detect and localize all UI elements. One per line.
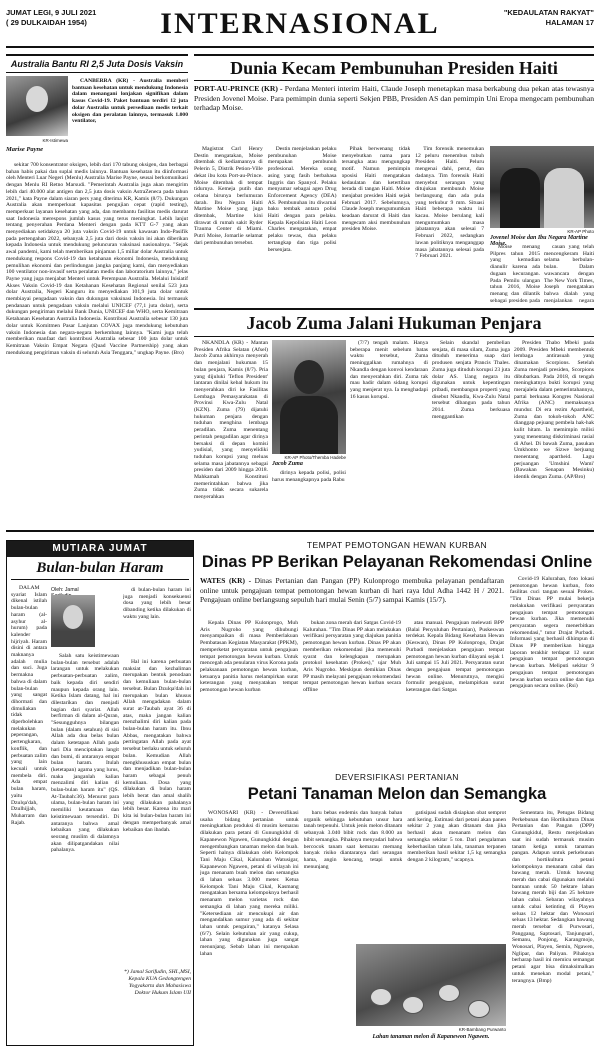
photo-marise-payne [6, 76, 68, 136]
column-3: gatisipasi sudah disiapkan obat semprot anti kering. Estimasi dari petani akan panen sekitar 2 yang akan ditanam dan jika berhasil akan menanam melon dan semangka sekitar 5 ton. Dari pengalaman keberhasilan tahun lalu, tanaman terpanen memberikan hasil sekitar 1,5 kg semangka dengan 2 kilogram," ucapnya. [407, 810, 507, 863]
section-title: INTERNASIONAL [160, 7, 440, 40]
article-headline: Dunia Kecam Pembunuhan Presiden Haiti [194, 54, 594, 81]
author-signature: *) Jamal Sarifudin, SHI.,MSI, Kepala KUA Gedongtengen Yogyakarta dan Mahasiswa Doktor Hukum Islam UII [124, 969, 191, 996]
photo-caption: Marise Payne [6, 146, 44, 153]
photo-credit: KR-AP Photo/Themba Hadebe [284, 455, 346, 460]
masthead [6, 4, 594, 48]
column-3: (7/7) tengah malam. Hanya beberapa menit sebelum batas waktu tersebut, Zuma meninggalkan rumahnya di Nkandla dengan konvoi kendaraan dan menyerahkan diri. Zuma tak mau hadir dalam sidang korupsi yang menjerat nya. Ia menghadapi 16 kasus korupsi. [350, 340, 428, 400]
column-2: Salah satu keistimewaan bulan-bulan tersebut adalah larangan untuk melakukan perbuatan-perbuatan zalim, baik kepada diri sendiri maupun kepada orang lain. Ketika Islam datang, hal ini dilestarikan dan menjadi bagian dari syariat. Allah berfirman di dalam al-Quran, "Sesungguhnya bilangan bulan (dalam setahun) di sisi Allah ada dua belas bulan dalam ketetapan Allah pada hari Dia menciptakan langit dan bumi, di antaranya empat bulan haram. Itulah (ketetapan) agama yang lurus, maka janganlah kalian menzalimi diri kalian di bulan-bulan haram itu" (QS. At-Taubah:36). Menurut para ulama, bulan-bulan haram ini memiliki keutamaan dan keistimewaan tersendiri. Di antaranya bahwa amal kebaikan yang dilakukan seorang muslim di dalamnya akan dilipatgandakan nilai pahalanya. [51, 653, 119, 854]
column-2: bukan zona merah dari Satgas Covid-19 Kalurahan. "Tim Dinas PP akan melakukan verifikasi persyaratan yang diajukan panitia pemotongan hewan kurban. Dinas PP akan memberikan rekomendasi jika memenuhi syarat dan kelengkapan merupakan protokol kesehatan (Prokes)," ujar Muh Aris Nugroho. Meskipun demikian Dinas PP masih melayani pengajuan rekomendasi tempat pemotongan hewan kurban secara offline [303, 620, 401, 694]
column-3: Pihak berwenang tidak menyebutkan nama para tersangka atau mengungkap motif. Namun pemimpin oposisi Haiti mengatakan kedaulatan dan ketertiban berada di tangan Haiti. Moise menjabat presiden Haiti sejak Februari 2017. Sebelumnya, Claude Joseph mengumumkan keadaan darurat di Haiti dan mengecam aksi membunuhan presiden Moise. [341, 146, 411, 233]
column-band: MUTIARA JUMAT [7, 541, 193, 557]
column-1: Magistrat Carl Henry Destin mengatakan, Moise ditembak di kediamannya di Pelerin 5, Distrik Petion-Ville dekat ibu kota Port-au-Prince. Moise ditembak di tempat tidurnya. Kemeja putih dan celana birunya berlumuran darah. Ibu Negara Haiti Martine Moise yang juga ditembak, Martine kini dirawat di rumah sakit Ryder Trauma Center di Miami. Putri Moise, Jomarlie selamat dari pembunuhan tersebut. [194, 146, 263, 246]
article-headline: Petani Tanaman Melon dan Semangka [247, 785, 547, 803]
photo-credit: KR-Bambang Purwanto [458, 1027, 506, 1032]
date-line: JUMAT LEGI, 9 JULI 2021 [6, 8, 97, 17]
column-2: baru bebas endemis dan banyak bahan organik sehingga kebutuhan unsur hara tanah terpenuhi. Untuk jenis melon ditanam sebanyak 3.040 bibit rock dan 8.000 an bibit semangka. Pihaknya menyadari bahwa bercocok tanam saat kemarau memang banyak risiko diantaranya dari serangan hama, angin kencang, tetapi untuk menunjang [303, 810, 403, 870]
column-3: di bulan-bulan haram ini juga menjadi konsekuensi dosa yang lebih besar dibanding ketika dilakukan di waktu yang lain. [123, 587, 191, 620]
photo-moise [490, 146, 594, 228]
column-1: NKANDLA (KR) - Mantan Presiden Afrika Selatan (Afsel) Jacob Zuma akhirnya menyerah dan menjalani hukuman 15 bulan penjara, Kamis (8/7). Pria yang dijuluki 'Teflon President' lantaran dinilai kebal hukum itu menyerahkan diri ke Fasilitas Lembaga Pemasyarakatan di Provinsi Kwa-Zulu Natal (KZN). Zuma (79) dijatuhi hukuman penjara dengan tuduhan menghina lembaga peradilan. Zuma menentang perintah pengadilan agar dirinya bersaksi di depan komisi yudisial, yang menyelidiki tuduhan korupsi yang meluas selama masa jabatannya sebagai presiden dari 2009 hingga 2018. Mahkamah Konstitusi memerintahkan bahwa jika Zuma tidak secara sukarela menyerahkan [194, 340, 268, 501]
page-number: HALAMAN 17 [545, 18, 594, 27]
column-3: atau manual. Pengajuan melewati BPP (Balai Penyuluhan Pertanian), Puskeswan terdekat. Kepala Bidang Kesehatan Hewan (Keswan), Dinas PP Kulonprogo, Drajat Purbadi menjelaskan pengajuan tempat pemotongan hewan kurban dilayani sejak 1 Juli sampai 15 Juli 2021. Persyaratan surat dengan pengajuan tempat pemotongan hewan online. Menurutnya, mengisi formulir pengajuan, melampirkan surat keterangan dari Satgas [406, 620, 504, 694]
article-haiti [194, 54, 594, 304]
column-1: WONOSARI (KR) - Deversifikasi usaha bidang pertanian untuk meningkatkan produksi di musim kemarau dilakukan para petani di Gunungkidul di Kapanewon Ngawen, Gunungkidul dengan mengembangkan tanaman melon dan buah. Seperti halnya dilakukan oleh Kelompok Tani Maju Cikal, Kalurahan Watusigar, Kapanewon Ngawen, petani di wilayah ini juga menanam buah melon dan semangka di lahan seluas 3.000 meter. Ketua Kelompok Tani Maju Cikal, Kasmang mengatakan bersama kelompoknya berhasil menanam melon varietas rock dan semangka di lahan yang mereka miliki. "Ketersediaan air mencukupi air dan mengandalkan sumur yang ada di sekitar lahan untuk pengairan," katanya Selasa (6/7). Selain kebutuhan air yang cukup, lahan yang digunakan juga sangat menunjang. Sebab lahan ini merupakan lahan [200, 810, 299, 957]
article-lead: CANBERRA (KR) - Australia memberi bantuan kesehatan untuk mendukung Indonesia dalam menangani lonjakan signifikan dalam kasus Covid-19. Paket bantuan terdiri 12 juta dolar Australia untuk persediaan medis terkait oksigen dan peralatan lainnya, termasuk 1.000 ventilator, [72, 78, 188, 125]
photo-author [51, 595, 95, 647]
column-4: Sementara itu, Petugas Bidang Perkebunan dan Hortikultura Dinas Pertanian dan Pangan (DPP) Gunungkidul, Restu menjelaskan saat ini sudah termasuk musim tanam ketiga untuk tanaman pangan. Adapun untuk perkebunan dan hortikultura petani kelompoknya menanam cabai dan bawang merah. Untuk bawang merah dan cabai digunakan melalui bantuan untuk 50 hektare lahan bawang merah biji dan 25 hektare lahan cabai. Sebaran wilayahnya untuk cabai ketinting di Playen seluas 12 hektar dan Wonosari seluas 13 hektar. Sedangkan bawang merah tersebar di Purwosari, Panggang, Saptosari, Tanjungsari, Semanu, Ponjong, Karangmojo, Wonosari, Playen, Semin, Ngawen, Nglipar, dan Paliyan. Pihaknya berharap hasil ini memicu semangat petani agar bisa dimaksimalkan untuk menekan modal petani," terangnya. (Bmp) [512, 810, 594, 984]
article-kicker: DEVERSIFIKASI PERTANIAN [335, 772, 459, 782]
article-kurban [200, 540, 594, 766]
photo-melon-field [356, 944, 506, 1026]
article-melon [200, 772, 594, 1046]
article-zuma [194, 308, 594, 524]
article-headline: Dinas PP Berikan Pelayanan Rekomendasi Online [201, 553, 593, 571]
column-5: Presiden Thabo Mbeki pada 2009. Presiden Mbeki membentuk lembaga antirasuah yang dinamakan Scorpions. Setelah Zuma menjadi presiden, Scorpions dibubarkan. Pada 2018, di tengah meningkatnya bukti korupsi yang merajalela dalam pemerintahannya, partai berkuasa Kongres Nasional Afrika (ANC) memaksanya mundur. Di era rezim Apartheid, Zuma dan tokoh-tokoh ANC dianggap pejuang pembela hak-hak kulit hitam. Ia memimpin milisi yang menentang diskriminasi rasial di Afsel. Di bawah Zuma, pasukan Umkhonto we Sizwe berjuang menentang apartheid. Lagu perjuangan 'Umshini Wami' (Bawakan Senapan Mesinku) identik dengan Zuma. (AP/Bro) [514, 340, 594, 481]
column-6: cauan yang telah mencengkeram Haiti selama berbulan-bulan. Dalam wawancara dengan The New York Times, Joseph mengatakan bahwa dialah yang menjalankan negara [544, 244, 594, 304]
column-2: Destin menjelaskan pelaku pembunuhan Moise merupakan pembunuh profesional. Mereka orang asing yang fasih berbahasa Inggris dan Spanyol. Pelaku menyamar sebagai agen Drug Enforcement Agency (DEA) AS. Pembunuhan itu diwarnai baku tembak antara polisi Haiti dengan para pelaku. Kepala Kepolisian Haiti Leon Charles mengatakan, empat pelaku tewas, dua pelaku tertangkap dan tiga polisi bersenjata. [267, 146, 337, 253]
column-4: Covid-19 Kalurahan, foto lokasi pemotongan hewan kurban, foto fasilitas cuci tangan sesuai Prokes. "Tim Dinas PP mulai bekerja melakukan verifikasi persyaratan pengajuan tempat pemotongan hewan kurban. Jika memenuhi persyaratan segera menerbitkan rekomendasi," tutur Drajat Purbadi. Informasi yang berhasil dihimpun di Dinas PP memberikan hingga laporan terakhir terdapat 12 surat pengajuan tempat pemotongan hewan kurban. Meliputi sekitar 9 pengajuan tempat pemotongan hewan kurban secara online dan tiga pengajuan secara online. (Rsi) [510, 576, 594, 690]
photo-credit: KR-Istimewa [42, 138, 68, 143]
article-side-columns [490, 244, 594, 304]
photo-caption: Jacob Zuma [272, 461, 303, 467]
photo-caption: Jovenel Moise dan Ibu Negara Martine Moise. [490, 235, 588, 247]
column-2: dirinya kepada polisi, polisi harus menangkapnya pada Rabu [272, 470, 346, 483]
column-4: Hal ini karena perbuatan maksiat dan kezhaliman merupakan bentuk penodaan dan kemuliaan bulan-bulan tersebut. Bulan Dzulqa'dah ini merupakan bulan khusus Allah mengadakan dalam surat at-Taubah ayat 36 di atas, maka jangan kalian menzhalimi diri kalian pada bulan-bulan haram itu. Ibnu Abbas, mengatakan bahwa pertingatan Allah pada ayat tersebut berlaku untuk seluruh bulan. Kemudian Allah mengkhususkan empat bulan dan menjadikan bulan-bulan haram sebagai penuh kemuliaan. Dosa yang dilakukan di bulan haram lebih berat dan amal shalih yang dilakukan pahalanya lebih besar. Karena itu mari kita isi bulan-bulan haram ini dengan memperbanyak amal kebaikan dan ibadah. [123, 659, 191, 833]
author-byline: Oleh: Jamal [51, 587, 79, 593]
article-lead [194, 84, 594, 113]
lead-text: Dinas Pertanian dan Pangan (PP) Kulonprogo membuka pelayanan pendaftaran online untuk pengajuan tempat pemotongan hewan kurban di hari raya Idul Adha 1442 H / 2021. Pengajuan online berlangsung sepuluh hari mulai Senin (5/7) sampai Kamis (15/7). [200, 576, 504, 605]
photo-credit: KR-AP Photo [567, 229, 594, 234]
column-5: Moise menang Pilpres tahun 2015 yang kemudian dianulir karena ada dugaan kecurangan. Pada Pemilu ulangan tahun 2016, Moise menang dan dilantik sebagai presiden pada [490, 244, 540, 304]
dateline: WATES (KR) - [200, 576, 252, 585]
article-headline: Bulan-bulan Haram [11, 557, 189, 580]
hijri-line: ( 29 DULKAIDAH 1954) [6, 18, 87, 27]
photo-jacob-zuma [272, 340, 346, 454]
column-mutiara-jumat [6, 540, 194, 1046]
article-kicker: TEMPAT PEMOTONGAN HEWAN KURBAN [306, 540, 488, 550]
article-headline: Australia Bantu RI 2,5 Juta Dosis Vaksin [6, 54, 188, 73]
column-1: DALAM syariat Islam dikenal istilah bulan-bulan haram (al-asyhur al-hurum) pada kalender hijriyah. Haram disini di antara maknanya adalah mulia dan suci. Juga bermakna bahwa di dalam bulan-bulan yang sangat dihormati dan dimuliakan tidak diperbolehkan melakukan peperangan, pertengkaran, konflik, dan perbuatan zalim yang lain kecuali untuk membela diri. Ada empat bulan haram, yaitu Dzulqa'dah, Dzulhijjah, Muharram dan Rajab. [11, 585, 47, 826]
paper-info [504, 8, 594, 28]
article-columns [194, 146, 484, 304]
section-divider [6, 530, 594, 532]
lead-text: Perdana Menteri interim Haiti, Claude Joseph menetapkan masa berkabung dua pekan atas tewasnya Presiden Jovenel Moise. Para pemimpin dunia seperti Sekjen PBB, Presiden AS dan pemimpin Uni Eropa mengecam pembunuhan terhadap Moise. [194, 84, 594, 113]
article-australia [6, 54, 188, 524]
column-4: Selain skandal pembelian senjata, di masa silam, Zuma juga dituduh menerima suap dari produsen senjata Prancis Thales. Zuma juga dituduh korupsi 23 juta dolar AS. Uang negara itu digunakan untuk kepentingan pribadi, membangun properti yang disebut Nkandla, Kwa-Zulu Natal tersebut dibangun pada tahun 2014. Zuma berkuasa menggantikan [432, 340, 510, 420]
column-1: Kepala Dinas PP Kulonprogo, Muh Aris Nugroho yang dihubungi menyampaikan di masa Pemberlakuan Pembatasan Kegiatan Masyarakat (PPKM), memperketat persyaratan untuk pengajuan tempat pemotongan hewan kurban. Untuk mencegah ada penularan virus Korona pada pelaksanaan pemotongan hewan kurban, ketuanya panitia harus melampirkan surat keterangan yang menyatakan tempat pemotongan hewan kurban [200, 620, 298, 694]
dateline: PORT-AU-PRINCE (KR) - [194, 84, 283, 93]
article-lead [200, 576, 504, 605]
photo-caption: Lahan tanaman melon di Kapanewon Ngawen. [372, 1034, 490, 1040]
column-4: Tim forensik menemukan 12 peluru menembus tubuh Presiden Haiti. Peluru mengenai dahi, perut, dan dadanya. Tim forensik Haiti menyebut serangan yang ditujukan membunuh Moise berlangsung dan ada pula yang terkubur 9 mm. Situasi Haiti beberapa waktu ini kacau. Moise berulang kali mengumumkan masa jabatannya akan selesai 7 Februari 2022, sedangkan lawan politiknya menganggap masa jabatannya selesai pada 7 Februari 2021. [415, 146, 484, 260]
article-headline: Jacob Zuma Jalani Hukuman Penjara [194, 308, 594, 337]
article-body: sekitar 700 konsentrator oksigen, lebih dari 170 tabung oksigen, dan berbagai bahan habis pakai dan suplai medis lainnya. Bantuan kesehatan itu diinformasi oleh Menteri Luar Negeri (Menlu) Australia Marise Payne, seusai berkomunikasi dengan Menlu RI Retno Marsudi. "Pemerintah Australia juga akan mengirim lebih dari 40.000 alat antigen dan 2,5 juta dosis vaksin AstraZeneca pada tahun 2021," kata Payne dalam siaran pers yang diterima KR, Kamis (8/7). Dukungan Australia akan memperkuat kapasitas pengujian cepat (rapid testing), memperkuat layanan kesehatan yang ada, dan membantu fasilitas medis darurat saat Indonesia merespons jumlah kasus yang terus meningkat. Lebih lanjut tentang penyerahan Perdana Menteri dengan pada KTT G-7 yang akan menyediakan setidaknya 20 juta vaksin Covid-19 untuk kawasan Indo-Pasifik pada pertengahan 2022, sebanyak 2,5 juta dari dosis vaksin ini akan diberikan kepada Indonesia untuk mendukung peluncuran vaksinasi nasionalnya. "Sejak awal pandemi, kami telah memberikan pinjaman 1,5 miliar dolar Australia untuk mendukung respons Covid-19 dan ketahanan ekonomi Indonesia, mendukung pemulihan ekonomi dan perlindungan jangka panjang kami, dan menyediakan 100 ventilator non-invasif serta peralatan medis dan laboratorium lainnya," jelas Payne yang juga menjabat Menteri untuk Perempuan Australia. Melalui Inisiatif Akses Vaksin Covid-19 dan Ketahanan Kesehatan Regional senilai 523 juta dolar Australia, Negeri Kanguru itu menyediakan 101,9 juta dolar untuk membiayai pengadaan vaksin dan dukungan vaksinasi Indonesia. Ini termasuk pendanaan untuk pengadaan vaksin melalui UNICEF (77,1 juta dolar), serta dukungan pengiriman melalui Bank Dunia, UNICEF dan WHO, serta Kemitraan Ketahanan Kesehatan Australia Indonesia. Kontribusi Australia sebesar 130 juta dolar untuk Komitmen Pasar Lanjutan COVAX juga mendukung kebutuhan vaksin Indonesia dan negara-negara berkembang lainnya. "Kami juga telah memberikan manfaat dari kontribusi Australia sebesar 100 juta dolar untuk Kemitraan Vaksin Empat Negara (Quad Vaccine Partnership) yang akan mendukung pengiriman vaksin di seluruh Asia Tenggara," ungkap Payne. (Bro) [6, 162, 188, 356]
article-columns [200, 620, 504, 766]
paper-name: "KEDAULATAN RAKYAT" [503, 8, 594, 17]
